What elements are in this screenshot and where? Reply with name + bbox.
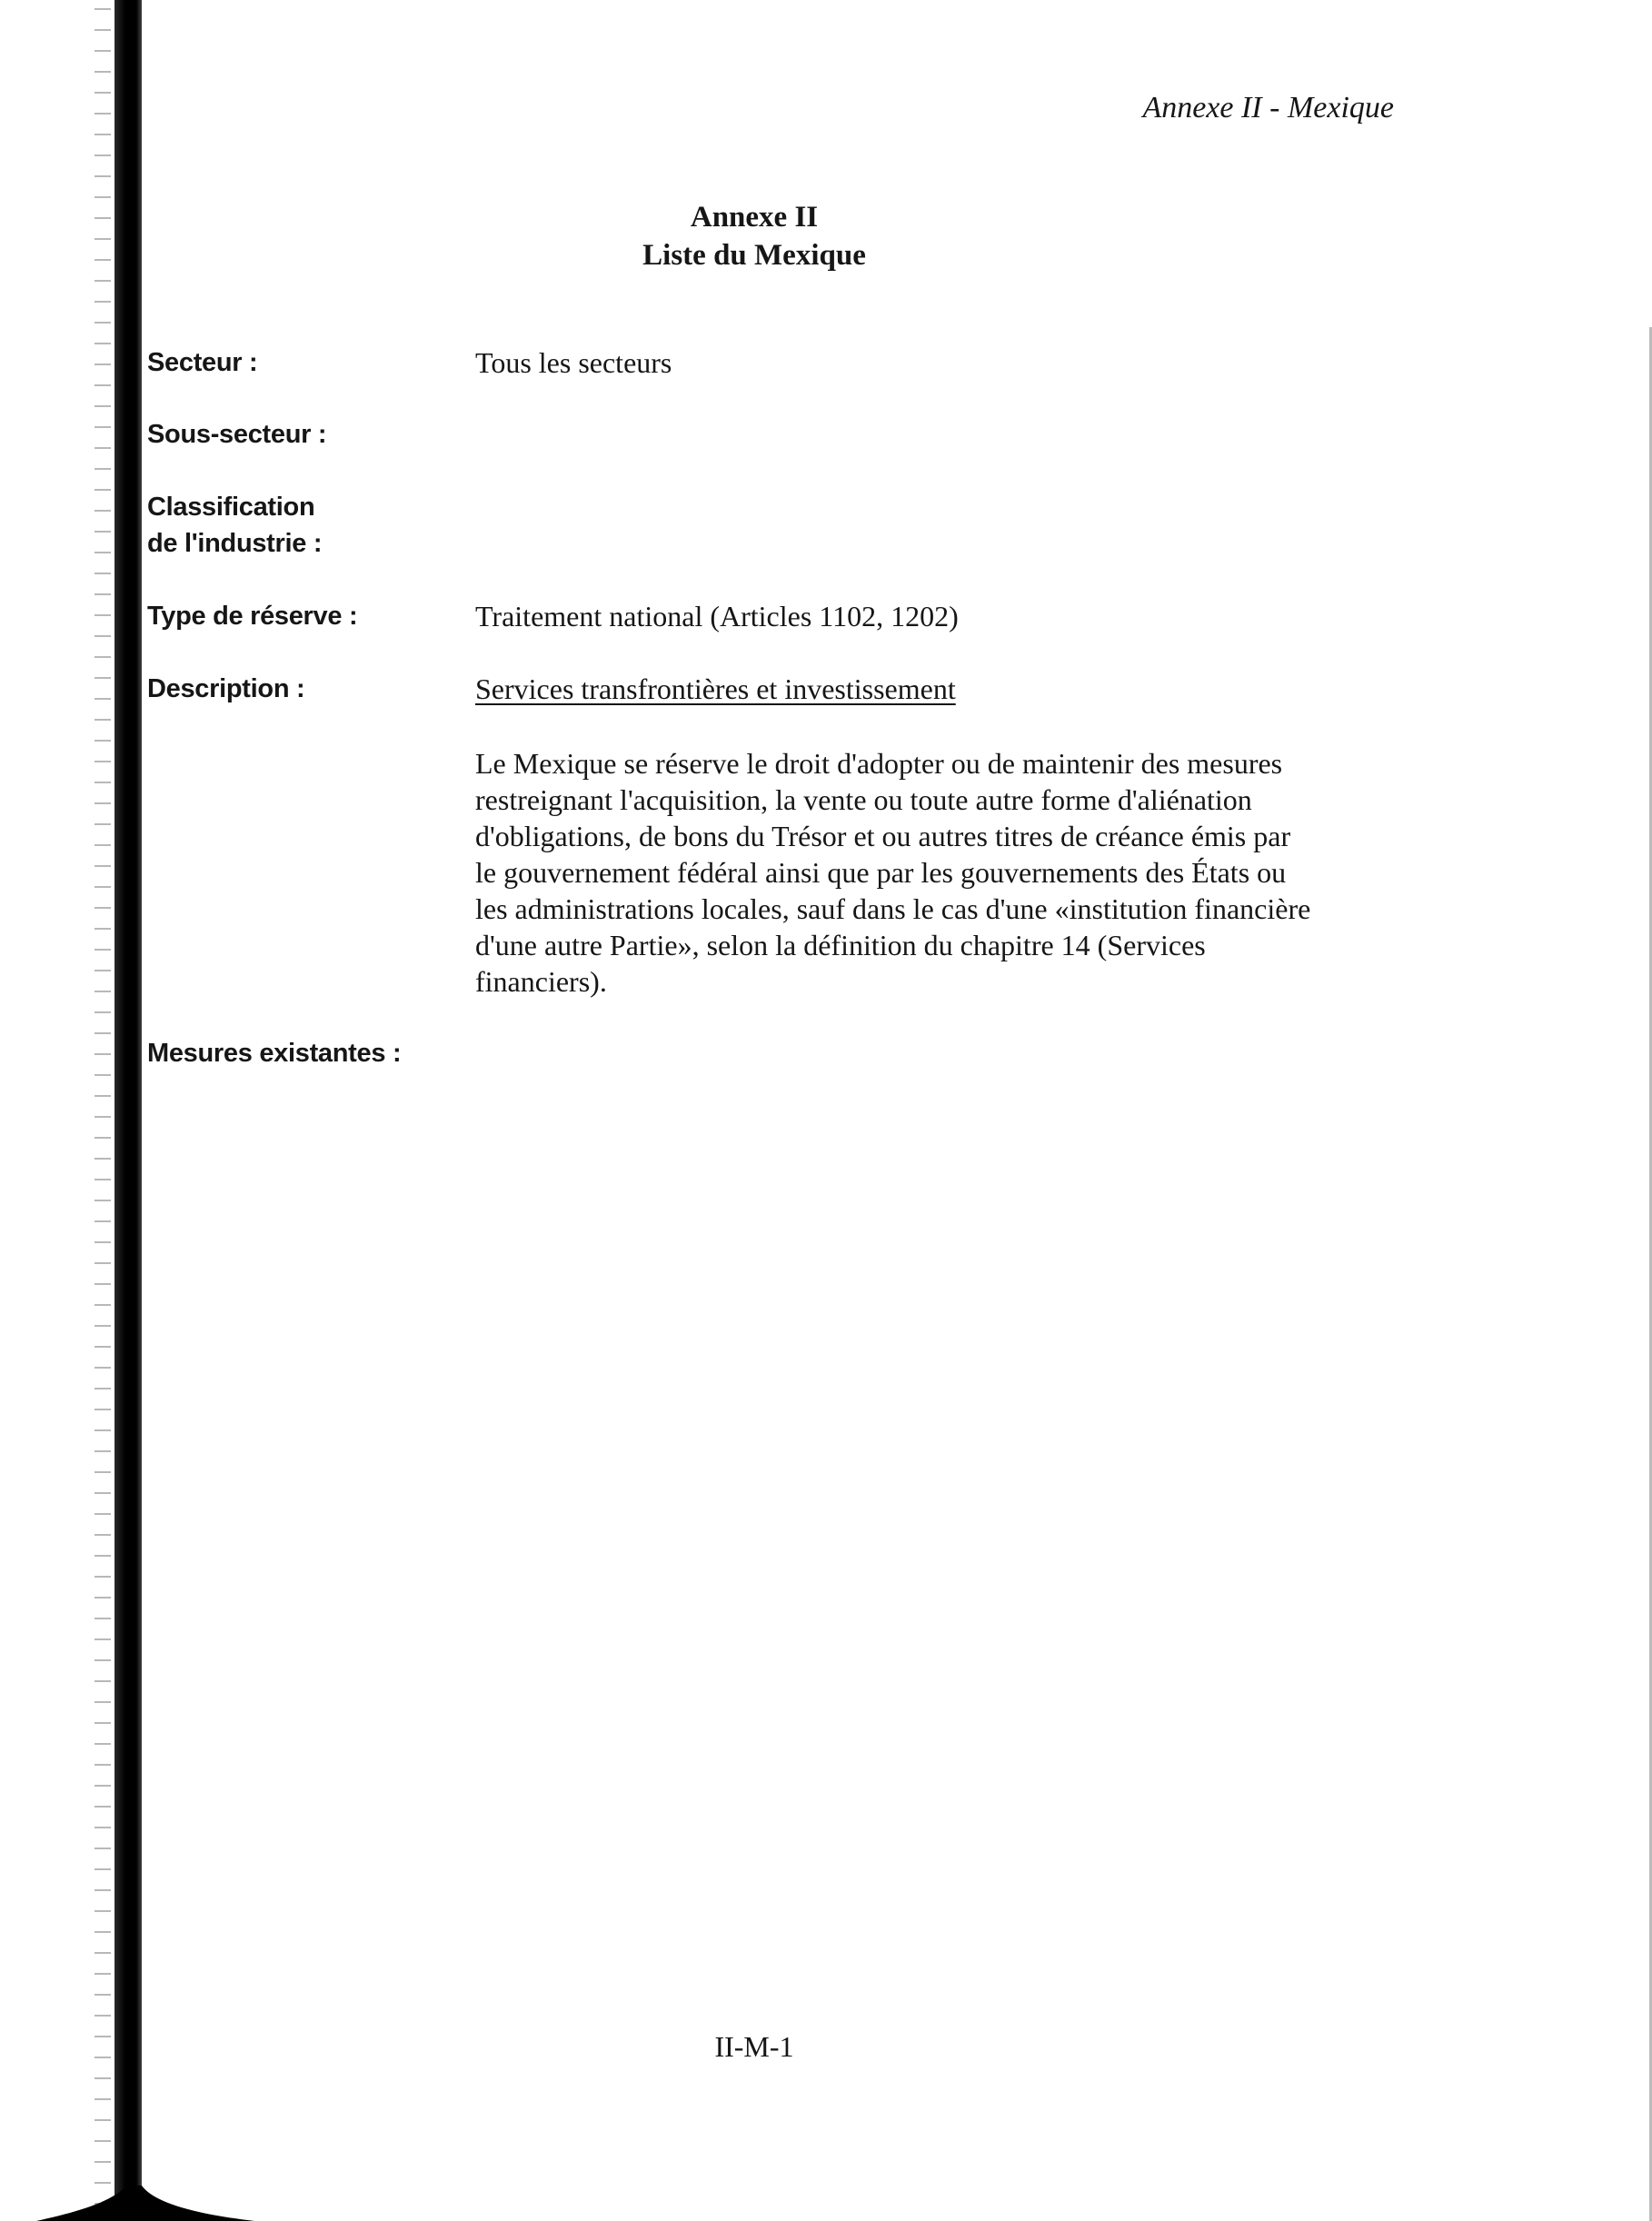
description-line: Le Mexique se réserve le droit d'adopter ou de maintenir des mesures: [475, 747, 1283, 780]
binding-edge: [114, 0, 142, 2221]
type-reserve-value: Traitement national (Articles 1102, 1202): [475, 600, 959, 632]
description-line: financiers).: [475, 965, 607, 998]
type-reserve-label: Type de réserve :: [147, 602, 358, 631]
description-line: le gouvernement fédéral ainsi que par les gouvernements des États ou: [475, 856, 1287, 889]
title-line-2: Liste du Mexique: [642, 239, 866, 272]
description-heading: Services transfrontières et investissement: [475, 672, 956, 705]
secteur-label: Secteur :: [147, 348, 258, 377]
title-line-1: Annexe II: [690, 201, 819, 234]
secteur-value: Tous les secteurs: [475, 346, 672, 379]
document-title: [0, 198, 1508, 274]
description-paragraph: [475, 745, 1411, 1000]
binding-foot: [36, 2186, 254, 2221]
mesures-existantes-label: Mesures existantes :: [147, 1039, 402, 1068]
binding-speckle: [95, 0, 111, 2221]
classification-label-line-2: de l'industrie :: [147, 529, 323, 558]
description-label: Description :: [147, 674, 305, 703]
description-line: restreignant l'acquisition, la vente ou toute autre forme d'aliénation: [475, 783, 1252, 816]
description-line: les administrations locales, sauf dans le cas d'une «institution financière: [475, 892, 1311, 925]
classification-label-line-1: Classification: [147, 493, 315, 522]
page-number: II-M-1: [714, 2030, 794, 2063]
sous-secteur-label: Sous-secteur :: [147, 420, 327, 449]
description-line: d'obligations, de bons du Trésor et ou autres titres de créance émis par: [475, 820, 1291, 852]
description-line: d'une autre Partie», selon la définition du chapitre 14 (Services: [475, 929, 1206, 961]
running-header: Annexe II - Mexique: [1142, 91, 1394, 124]
